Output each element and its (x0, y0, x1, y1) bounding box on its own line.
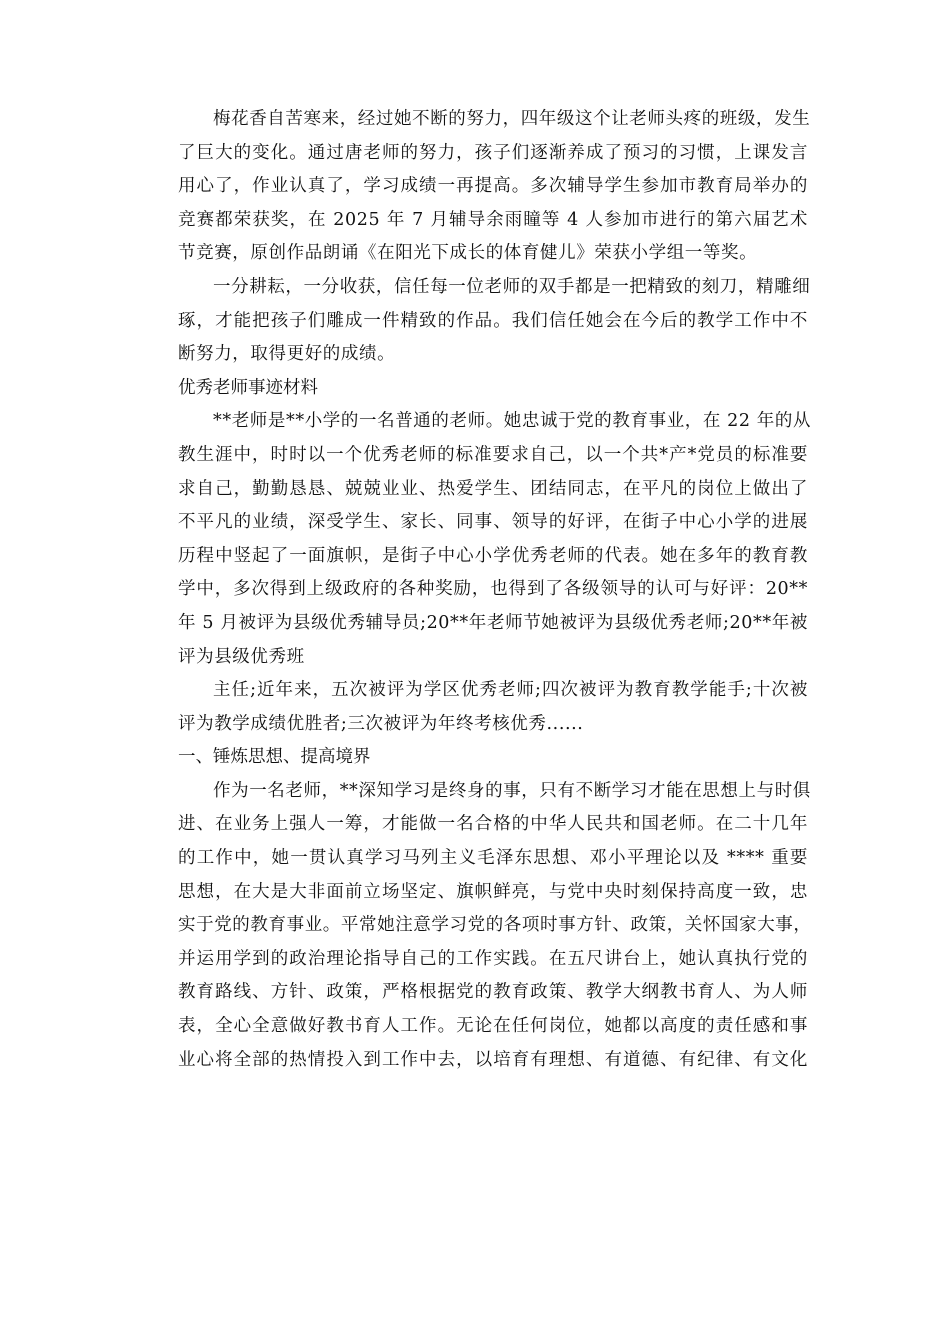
text-line: 用心了，作业认真了，学习成绩一再提高。多次辅导学生参加市教育局举办的 (178, 176, 808, 197)
text-line: 评为教学成绩优胜者;三次被评为年终考核优秀...... (178, 713, 584, 734)
text-line: 教生涯中，时时以一个优秀老师的标准要求自己，以一个共*产*党员的标准要 (178, 444, 808, 465)
text-line: 梅花香自苦寒来，经过她不断的努力，四年级这个让老师头疼的班级，发生 (213, 109, 811, 129)
text-line: 教育路线、方针、政策，严格根据党的教育政策、教学大纲教书育人、为人师 (178, 982, 808, 1003)
text-line: 年 5 月被评为县级优秀辅导员;20**年老师节她被评为县级优秀老师;20**年被 (178, 612, 808, 633)
text-line: 学中，多次得到上级政府的各种奖励，也得到了各级领导的认可与好评：20** (178, 579, 808, 600)
paragraph-achievement-change (143, 103, 811, 271)
paragraph-teacher-intro (143, 405, 812, 674)
text-line: 断努力，取得更好的成绩。 (178, 344, 396, 365)
text-line: 历程中竖起了一面旗帜，是街子中心小学优秀老师的代表。她在多年的教育教 (178, 545, 808, 566)
text-line: 竞赛都荣获奖，在 2025 年 7 月辅导余雨瞳等 4 人参加市进行的第六届艺术 (178, 209, 808, 230)
document-page (143, 103, 812, 1077)
text-line: 进、在业务上强人一筹，才能做一名合格的中华人民共和国老师。在二十几年 (178, 814, 808, 835)
text-line: 节竞赛，原创作品朗诵《在阳光下成长的体育健儿》荣获小学组一等奖。 (178, 243, 758, 264)
text-line: **老师是**小学的一名普通的老师。她忠诚于党的教育事业，在 22 年的从 (213, 411, 812, 432)
text-line: 思想，在大是大非面前立场坚定、旗帜鲜亮，与党中央时刻保持高度一致，忠 (178, 881, 808, 902)
paragraph-honors (143, 674, 808, 741)
text-line: 了巨大的变化。通过唐老师的努力，孩子们逐渐养成了预习的习惯，上课发言 (178, 142, 808, 163)
paragraph-effort-reward (143, 271, 811, 372)
text-line: 主任;近年来，五次被评为学区优秀老师;四次被评为教育教学能手;十次被 (213, 680, 808, 701)
text-line: 琢，才能把孩子们雕成一件精致的作品。我们信任她会在今后的教学工作中不 (178, 310, 808, 331)
paragraph-lifelong-learning (143, 775, 812, 1077)
section-heading-excellent-teacher: 优秀老师事迹材料 (178, 377, 318, 398)
section-heading-temper-thought: 一、锤炼思想、提高境界 (178, 747, 371, 768)
text-line: 作为一名老师，**深知学习是终身的事，只有不断学习才能在思想上与时俱 (213, 780, 811, 801)
text-line: 评为县级优秀班 (178, 646, 305, 667)
text-line: 表，全心全意做好教书育人工作。无论在任何岗位，她都以高度的责任感和事 (178, 1016, 808, 1037)
text-line: 不平凡的业绩，深受学生、家长、同事、领导的好评，在街子中心小学的进展 (178, 512, 808, 533)
text-line: 求自己，勤勤恳恳、兢兢业业、热爱学生、团结同志，在平凡的岗位上做出了 (178, 478, 808, 499)
text-line: 业心将全部的热情投入到工作中去，以培育有理想、有道德、有纪律、有文化 (178, 1049, 808, 1070)
text-line: 一分耕耘，一分收获，信任每一位老师的双手都是一把精致的刻刀，精雕细 (213, 276, 811, 297)
text-line: 实于党的教育事业。平常她注意学习党的各项时事方针、政策，关怀国家大事， (178, 915, 812, 936)
text-line: 的工作中，她一贯认真学习马列主义毛泽东思想、邓小平理论以及 **** 重要 (178, 848, 808, 869)
text-line: 并运用学到的政治理论指导自己的工作实践。在五尺讲台上，她认真执行党的 (178, 948, 808, 969)
